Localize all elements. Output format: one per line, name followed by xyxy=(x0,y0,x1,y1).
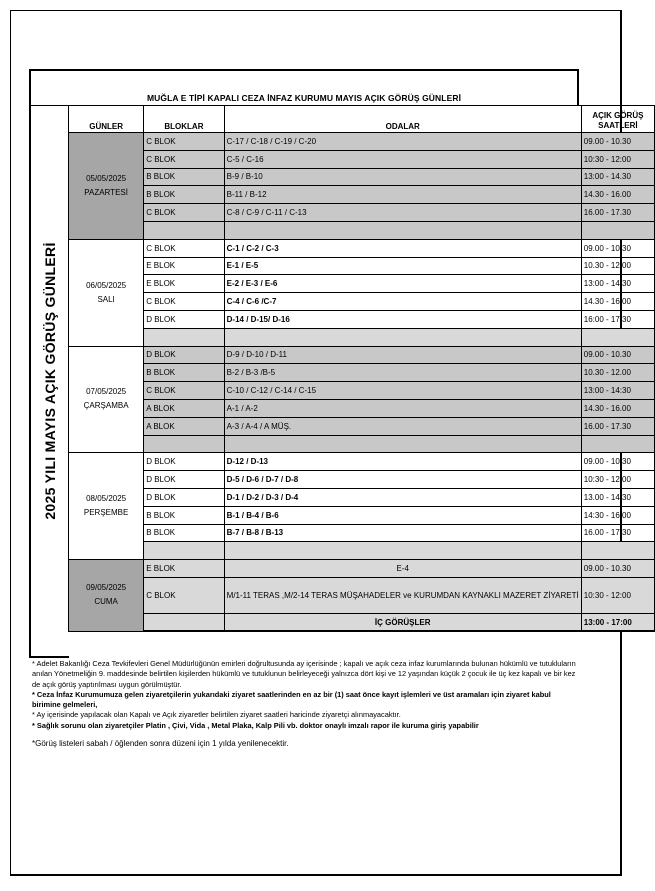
table-row xyxy=(69,133,655,151)
day-date: 07/05/2025 xyxy=(86,387,127,397)
block-cell: B BLOK xyxy=(144,506,224,524)
empty-cell xyxy=(224,221,581,239)
table-row xyxy=(69,399,655,417)
time-cell: 09.00 - 10.30 xyxy=(581,239,654,257)
time-cell: 14:30 - 16:00 xyxy=(581,506,654,524)
day-name: ÇARŞAMBA xyxy=(83,401,129,411)
block-cell: C BLOK xyxy=(144,150,224,168)
time-cell: 14.30 - 16.00 xyxy=(581,186,654,204)
table-row xyxy=(69,488,655,506)
rooms-cell: B-1 / B-4 / B-6 xyxy=(224,506,581,524)
empty-cell xyxy=(144,542,224,560)
notes xyxy=(32,659,580,749)
table-row xyxy=(69,186,655,204)
header-blocks: BLOKLAR xyxy=(144,106,224,133)
spacer-row xyxy=(69,542,655,560)
note-3: * Ay içerisinde yapılacak olan Kapalı ve Açık ziyaretler belirtilen ziyaret saatleri haricinde ziyaretçi alınmayacaktır. xyxy=(32,710,401,720)
rooms-cell: B-2 / B-3 /B-5 xyxy=(224,364,581,382)
table-row xyxy=(69,577,655,613)
empty-cell xyxy=(581,221,654,239)
header-row xyxy=(69,106,655,133)
empty-cell xyxy=(144,613,224,631)
day-name: CUMA xyxy=(94,597,118,607)
table-row xyxy=(69,453,655,471)
note-5: *Görüş listeleri sabah / öğlenden sonra düzeni için 1 yılda yenilenecektir. xyxy=(32,739,289,749)
table-row xyxy=(69,150,655,168)
table-row xyxy=(69,239,655,257)
ic-gorusler-time: 13:00 - 17:00 xyxy=(581,613,654,631)
table-row xyxy=(69,524,655,542)
day-date: 08/05/2025 xyxy=(86,494,127,504)
vertical-title-cell xyxy=(29,105,69,658)
time-cell: 09.00 - 10.30 xyxy=(581,453,654,471)
block-cell: C BLOK xyxy=(144,204,224,222)
day-cell xyxy=(69,560,144,632)
document-title: MUĞLA E TİPİ KAPALI CEZA İNFAZ KURUMU MAYIS AÇIK GÖRÜŞ GÜNLERİ xyxy=(146,93,462,103)
block-cell: E BLOK xyxy=(144,257,224,275)
time-cell: 10:30 - 12:00 xyxy=(581,150,654,168)
ic-gorusler-label: İÇ GÖRÜŞLER xyxy=(224,613,581,631)
empty-cell xyxy=(144,435,224,453)
rooms-cell: D-1 / D-2 / D-3 / D-4 xyxy=(224,488,581,506)
rooms-cell: B-9 / B-10 xyxy=(224,168,581,186)
table-row xyxy=(69,346,655,364)
header-days: GÜNLER xyxy=(69,106,144,133)
table-row xyxy=(69,168,655,186)
block-cell: D BLOK xyxy=(144,453,224,471)
schedule-table xyxy=(68,105,655,632)
time-cell: 10:30 - 12:00 xyxy=(581,577,654,613)
block-cell: E BLOK xyxy=(144,275,224,293)
header-rooms: ODALAR xyxy=(224,106,581,133)
rooms-cell: D-14 / D-15/ D-16 xyxy=(224,310,581,328)
rooms-cell: M/1-11 TERAS ,M/2-14 TERAS MÜŞAHADELER ve KURUMDAN KAYNAKLI MAZERET ZİYARETİ xyxy=(224,577,581,613)
empty-cell xyxy=(581,435,654,453)
block-cell: D BLOK xyxy=(144,310,224,328)
note-1: * Adelet Bakanlığı Ceza Tevkifevleri Genel Müdürlüğünün emirleri doğrultusunda ay içerisinde ; kapalı ve açık ceza infaz kurumlarında bulunan hükümlü ve tutukluların anılan Yönetmeliğin 9. maddesinde belirtilen kişilerden hükümlü ve tutuklunun belirleyeceği yalnızca dört kişi ve 12 yaşından küçük 2 çocuk ile üç kez kapalı ve bir kez de açık görüş yaptırılması uygun görülmüştür. xyxy=(32,659,576,689)
table-row xyxy=(69,275,655,293)
day-name: PERŞEMBE xyxy=(83,508,129,518)
time-cell: 09.00 - 10.30 xyxy=(581,346,654,364)
time-cell: 16:00 - 17.30 xyxy=(581,310,654,328)
rooms-cell: C-17 / C-18 / C-19 / C-20 xyxy=(224,133,581,151)
rooms-cell: C-1 / C-2 / C-3 xyxy=(224,239,581,257)
time-cell: 10:30 - 12:00 xyxy=(581,471,654,489)
time-cell: 09.00 - 10.30 xyxy=(581,560,654,578)
spacer-row xyxy=(69,221,655,239)
block-cell: C BLOK xyxy=(144,239,224,257)
empty-cell xyxy=(581,328,654,346)
day-name: PAZARTESİ xyxy=(84,187,128,197)
spacer-row xyxy=(69,435,655,453)
day-date: 06/05/2025 xyxy=(86,280,127,290)
day-cell xyxy=(69,133,144,240)
time-cell: 16.00 - 17.30 xyxy=(581,524,654,542)
rooms-cell: B-11 / B-12 xyxy=(224,186,581,204)
note-2: * Ceza İnfaz Kurumumuza gelen ziyaretçilerin yukarıdaki ziyaret saatlerinden en az bir (1) saat önce kayıt işlemleri ve üst aramaları için ziyaret kabul birimine gelmeleri, xyxy=(32,689,551,710)
table-row xyxy=(69,364,655,382)
block-cell: C BLOK xyxy=(144,293,224,311)
time-cell: 13.00 - 14.30 xyxy=(581,488,654,506)
time-cell: 14.30 - 16.00 xyxy=(581,293,654,311)
header-hours: AÇIK GÖRÜŞ SAATLERİ xyxy=(581,106,654,133)
rooms-cell: C-8 / C-9 / C-11 / C-13 xyxy=(224,204,581,222)
empty-cell xyxy=(144,221,224,239)
empty-cell xyxy=(224,542,581,560)
table-row xyxy=(69,560,655,578)
rooms-cell: C-4 / C-6 /C-7 xyxy=(224,293,581,311)
rooms-cell: D-9 / D-10 / D-11 xyxy=(224,346,581,364)
rooms-cell: A-1 / A-2 xyxy=(224,399,581,417)
table-row xyxy=(69,506,655,524)
block-cell: D BLOK xyxy=(144,471,224,489)
time-cell: 10.30 - 12.00 xyxy=(581,257,654,275)
block-cell: B BLOK xyxy=(144,186,224,204)
block-cell: C BLOK xyxy=(144,577,224,613)
rooms-cell: E-1 / E-5 xyxy=(224,257,581,275)
rooms-cell: C-10 / C-12 / C-14 / C-15 xyxy=(224,382,581,400)
day-cell xyxy=(69,453,144,560)
time-cell: 13:00 - 14.30 xyxy=(581,168,654,186)
rooms-cell: E-4 xyxy=(224,560,581,578)
table-row xyxy=(69,204,655,222)
block-cell: C BLOK xyxy=(144,133,224,151)
block-cell: D BLOK xyxy=(144,346,224,364)
note-4: * Sağlık sorunu olan ziyaretçiler Platin , Çivi, Vida , Metal Plaka, Kalp Pili vb. doktor onaylı imzalı rapor ile kuruma giriş yapabilir xyxy=(32,720,479,730)
block-cell: D BLOK xyxy=(144,488,224,506)
time-cell: 14.30 - 16.00 xyxy=(581,399,654,417)
table-row xyxy=(69,417,655,435)
day-date: 09/05/2025 xyxy=(86,583,127,593)
table-row xyxy=(69,310,655,328)
block-cell: B BLOK xyxy=(144,524,224,542)
time-cell: 16.00 - 17.30 xyxy=(581,417,654,435)
time-cell: 13:00 - 14:30 xyxy=(581,275,654,293)
block-cell: B BLOK xyxy=(144,168,224,186)
empty-cell xyxy=(224,328,581,346)
block-cell: E BLOK xyxy=(144,560,224,578)
rooms-cell: D-12 / D-13 xyxy=(224,453,581,471)
rooms-cell: B-7 / B-8 / B-13 xyxy=(224,524,581,542)
day-name: SALI xyxy=(97,294,115,304)
vertical-title: 2025 YILI MAYIS AÇIK GÖRÜŞ GÜNLERİ xyxy=(42,241,58,520)
block-cell: A BLOK xyxy=(144,417,224,435)
block-cell: C BLOK xyxy=(144,382,224,400)
table-row xyxy=(69,382,655,400)
rooms-cell: E-2 / E-3 / E-6 xyxy=(224,275,581,293)
rooms-cell: C-5 / C-16 xyxy=(224,150,581,168)
rooms-cell: A-3 / A-4 / A MÜŞ. xyxy=(224,417,581,435)
time-cell: 09.00 - 10.30 xyxy=(581,133,654,151)
ic-gorusler-row xyxy=(69,613,655,631)
rooms-cell: D-5 / D-6 / D-7 / D-8 xyxy=(224,471,581,489)
spacer-row xyxy=(69,328,655,346)
day-cell xyxy=(69,346,144,453)
day-date: 05/05/2025 xyxy=(86,173,127,183)
empty-cell xyxy=(581,542,654,560)
time-cell: 10.30 - 12.00 xyxy=(581,364,654,382)
day-cell xyxy=(69,239,144,346)
title-box xyxy=(29,69,579,106)
time-cell: 16.00 - 17.30 xyxy=(581,204,654,222)
table-row xyxy=(69,257,655,275)
empty-cell xyxy=(224,435,581,453)
table-row xyxy=(69,471,655,489)
block-cell: A BLOK xyxy=(144,399,224,417)
empty-cell xyxy=(144,328,224,346)
table-row xyxy=(69,293,655,311)
block-cell: B BLOK xyxy=(144,364,224,382)
time-cell: 13:00 - 14:30 xyxy=(581,382,654,400)
